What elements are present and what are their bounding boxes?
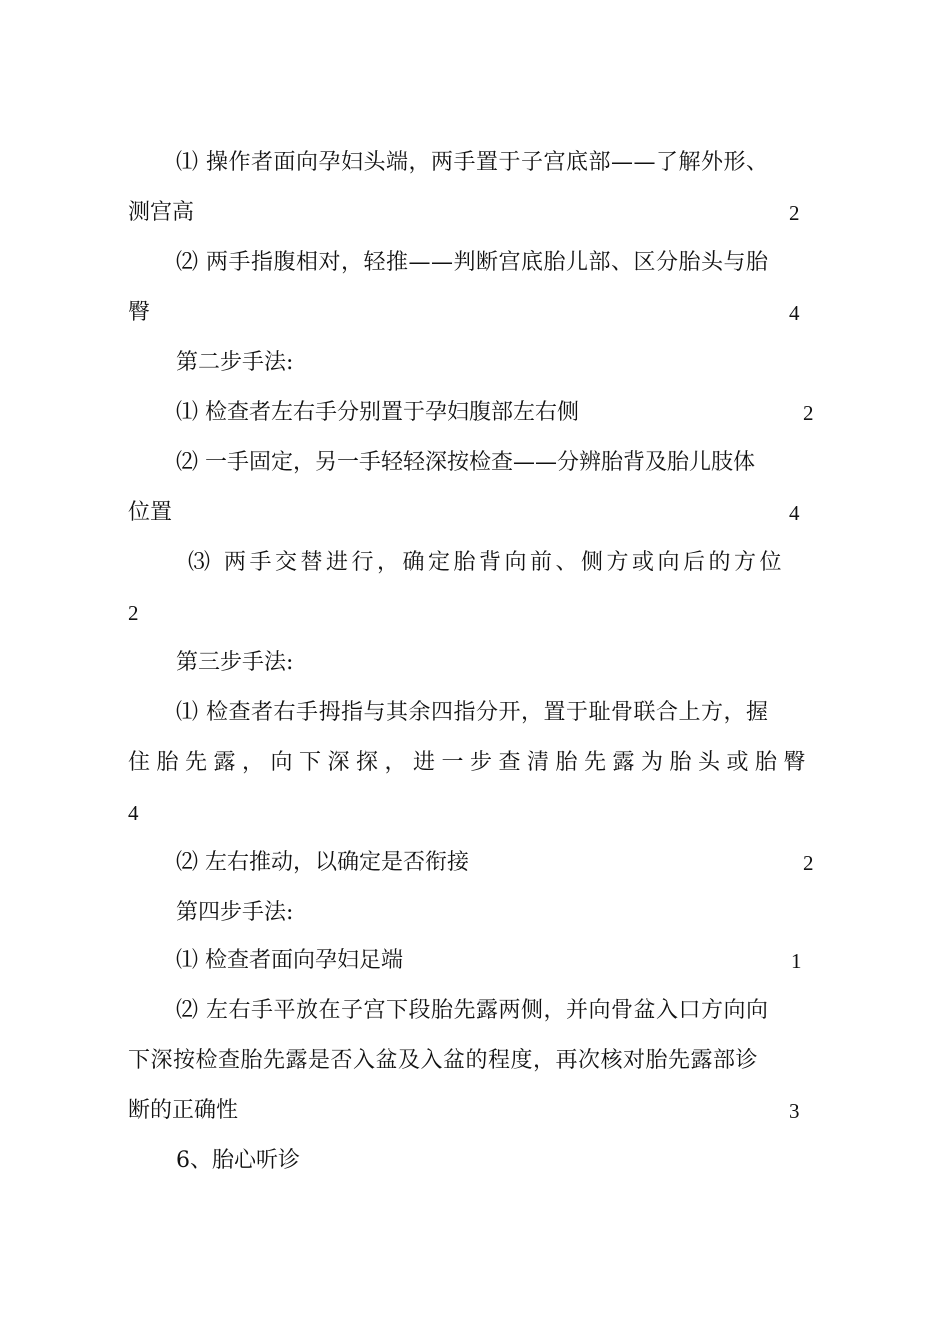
step1-item2-text: ⑵ 两手指腹相对，轻推——判断宫底胎儿部、区分胎头与胎 [176,250,769,275]
step1-item2-score: 4 [789,301,800,325]
step1-item2-cont: 臀 [128,300,151,325]
step2-heading: 第二步手法: [176,350,294,375]
section6-heading: 6、胎心听诊 [176,1148,300,1173]
step4-item1-score: 1 [791,949,802,973]
step4-item2-text: ⑵ 左右手平放在子宫下段胎先露两侧，并向骨盆入口方向向 [176,998,769,1023]
step4-heading: 第四步手法: [176,900,294,925]
step3-item2-text: ⑵ 左右推动，以确定是否衔接 [176,850,469,875]
step2-item3-score: 2 [128,601,139,625]
step2-item2-cont: 位置 [128,500,173,525]
step1-item1-text: ⑴ 操作者面向孕妇头端，两手置于子宫底部——了解外形、 [176,150,769,175]
step3-item2-score: 2 [803,851,814,875]
step3-item1-text: ⑴ 检查者右手拇指与其余四指分开，置于耻骨联合上方，握 [176,700,769,725]
step3-item1-score: 4 [128,801,139,825]
step2-item1-score: 2 [803,401,814,425]
step3-heading: 第三步手法: [176,650,294,675]
step1-item1-score: 2 [789,201,800,225]
step4-item1-text: ⑴ 检查者面向孕妇足端 [176,948,403,973]
step2-item2-text: ⑵ 一手固定，另一手轻轻深按检查——分辨胎背及胎儿肢体 [176,450,755,475]
step4-item2-cont2: 断的正确性 [128,1098,239,1123]
step3-item1-cont: 住胎先露，向下深探，进一步查清胎先露为胎头或胎臀 [128,750,813,775]
step1-item1-cont: 测宫高 [128,200,195,225]
step2-item1-text: ⑴ 检查者左右手分别置于孕妇腹部左右侧 [176,400,579,425]
step2-item2-score: 4 [789,501,800,525]
step4-item2-score: 3 [789,1099,800,1123]
step4-item2-cont1: 下深按检查胎先露是否入盆及入盆的程度，再次核对胎先露部诊 [128,1048,759,1073]
step2-item3-text: ⑶ 两手交替进行，确定胎背向前、侧方或向后的方位 [188,550,785,575]
